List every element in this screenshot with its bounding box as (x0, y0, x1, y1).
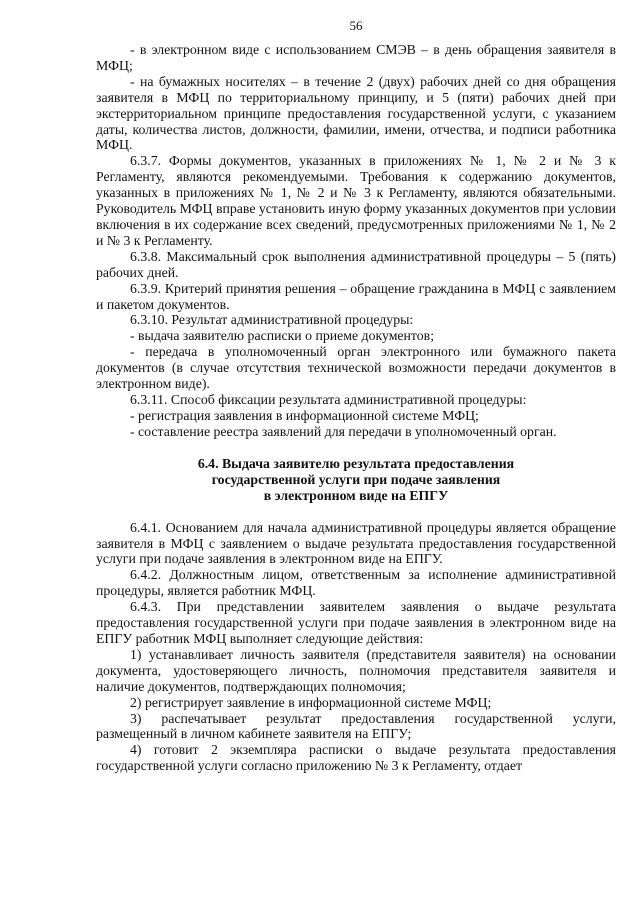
paragraph: 6.4.2. Должностным лицом, ответственным за исполнение административной процедуры, является работник МФЦ. (96, 567, 616, 599)
paragraph: 6.3.11. Способ фиксации результата административной процедуры: (130, 391, 527, 407)
paragraph: 6.3.8. Максимальный срок выполнения административной процедуры – 5 (пять) рабочих дней. (96, 248, 616, 280)
paragraph: - в электронном виде с использованием СМЭВ – в день обращения заявителя в МФЦ; (96, 42, 616, 73)
section-heading-line: в электронном виде на ЕПГУ (263, 487, 449, 503)
paragraph: - выдача заявителю расписки о приеме документов; (130, 328, 435, 344)
paragraph: 2) регистрирует заявление в информационной системе МФЦ; (130, 694, 492, 710)
paragraph: - составление реестра заявлений для передачи в уполномоченный орган. (130, 423, 557, 439)
paragraph: 1) устанавливает личность заявителя (представителя заявителя) на основании документа, удостоверяющего личность, полномочия представителя заявителя и наличие документов, подтверждающих полномочия; (96, 646, 616, 694)
document-page (96, 0, 616, 905)
section-heading-line: государственной услуги при подаче заявления (211, 471, 501, 487)
paragraph: 6.4.1. Основанием для начала административной процедуры является обращение заявителя в МФЦ с заявлением о выдаче результата предоставления государственной услуги при подаче заявления в электронном виде на ЕПГУ. (96, 519, 616, 567)
page-number: 56 (349, 18, 363, 33)
section-heading (96, 456, 616, 504)
paragraph: 6.3.9. Критерий принятия решения – обращение гражданина в МФЦ с заявлением и пакетом документов. (96, 280, 616, 312)
paragraph: 6.4.3. При представлении заявителем заявления о выдаче результата предоставления государственной услуги при подаче заявления в электронном виде на ЕПГУ работник МФЦ выполняет следующие действия: (96, 599, 616, 646)
paragraph: - передача в уполномоченный орган электронного или бумажного пакета документов (в случае отсутствия технической возможности передачи документов в электронном виде). (96, 344, 616, 392)
paragraph: 4) готовит 2 экземпляра расписки о выдаче результата предоставления государственной услуги согласно приложению № 3 к Регламенту, отдает (96, 742, 616, 774)
paragraph: 6.3.7. Формы документов, указанных в приложениях № 1, № 2 и № 3 к Регламенту, являются рекомендуемыми. Требования к содержанию документов, указанных в приложениях № 1, № 2 и № 3 к Регламенту, являются обязательными. Руководитель МФЦ вправе установить иную форму указанных документов при условии включения в их содержание всех сведений, предусмотренных приложениями № 1, № 2 и № 3 к Регламенту. (96, 153, 616, 248)
document-body (96, 42, 616, 774)
paragraph: - регистрация заявления в информационной системе МФЦ; (130, 407, 479, 423)
paragraph: - на бумажных носителях – в течение 2 (двух) рабочих дней со дня обращения заявителя в МФЦ по территориальному принципу, и 5 (пяти) рабочих дней при экстерриториальном принципе предоставления государственной услуги, с указанием даты, количества листов, должности, фамилии, имени, отчества, и подписи работника МФЦ. (96, 73, 616, 153)
paragraph: 3) распечатывает результат предоставления государственной услуги, размещенный в личном кабинете заявителя на ЕПГУ; (96, 710, 616, 742)
section-heading-line: 6.4. Выдача заявителю результата предоставления (197, 455, 515, 471)
paragraph: 6.3.10. Результат административной процедуры: (130, 312, 414, 328)
